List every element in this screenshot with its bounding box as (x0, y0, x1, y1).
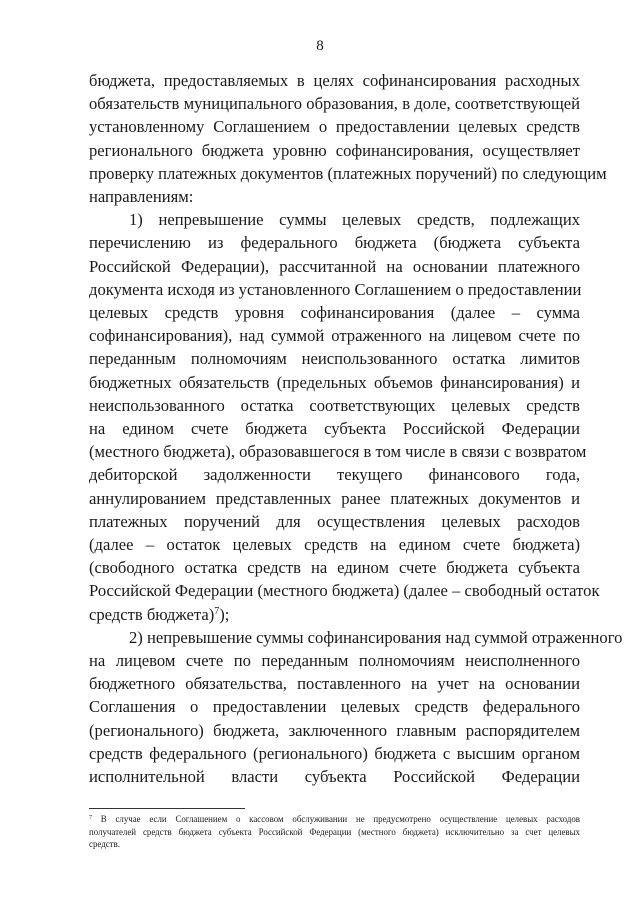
footnote-reference: 7 (214, 605, 220, 617)
page-number: 8 (316, 38, 324, 54)
text-line: средств федерального (регионального) бюджета с высшим органом (89, 743, 580, 763)
text-line: бюджета, предоставляемых в целях софинансирования расходных (89, 71, 580, 90)
footnote (89, 813, 580, 851)
text-line: перечислению из федерального бюджета (бюджета субъекта (89, 233, 580, 253)
text-line: неиспользованного остатка соответствующих целевых средств (89, 395, 580, 415)
text-line: платежных поручений для осуществления целевых расходов (89, 511, 580, 531)
text-line: бюджетных обязательств (предельных объемов финансирования) и (89, 372, 580, 392)
text-line: направлениям: (89, 187, 194, 207)
item-2-paragraph (89, 626, 623, 788)
text-line: аннулированием представленных ранее платежных документов и (89, 488, 580, 508)
text-line: 2) непревышение суммы софинансирования над суммой отраженного (129, 627, 623, 647)
text-line: Российской Федерации), рассчитанной на основании платежного (89, 256, 580, 276)
text-line: на едином счете бюджета субъекта Российской Федерации (89, 419, 580, 439)
intro-paragraph (89, 69, 607, 208)
text-line: целевых средств уровня софинансирования (далее – сумма (89, 303, 580, 323)
text-line: документа исходя из установленного Соглашением о предоставлении (89, 279, 582, 299)
text-line: переданным полномочиям неиспользованного остатка лимитов (89, 349, 580, 369)
text-line: обязательств муниципального образования, в доле, соответствующей (89, 94, 580, 114)
text-line: регионального бюджета уровню софинансирования, осуществляет (89, 140, 580, 160)
text-line: (местного бюджета), образовавшегося в том числе в связи с возвратом (89, 442, 587, 462)
footnote-marker: 7 (89, 815, 92, 821)
footnote-line (89, 813, 580, 826)
text-line: (регионального) бюджета, заключенного главным распорядителем (89, 720, 580, 740)
text-line: установленному Соглашением о предоставлении целевых средств (89, 117, 580, 137)
text-line: проверку платежных документов (платежных поручений) по следующим (89, 163, 607, 183)
text-line: (далее – остаток целевых средств на едином счете бюджета) (89, 535, 580, 555)
text-line-with-footnote (89, 603, 580, 626)
text-line: Соглашения о предоставлении целевых средств федерального (89, 697, 580, 717)
text-line: софинансирования), над суммой отраженного на лицевом счете по (89, 326, 580, 346)
footnote-line: средств. (89, 839, 120, 849)
text-line: Российской Федерации (местного бюджета) (далее – свободный остаток (89, 581, 600, 601)
text-line: на лицевом счете по переданным полномочиям неисполненного (89, 651, 580, 671)
footnote-text: В случае если Соглашением о кассовом обслуживании не предусмотрено осуществление целевых расходов (100, 814, 580, 824)
footnote-divider (89, 808, 245, 809)
text-line: дебиторской задолженности текущего финансового года, (89, 465, 580, 485)
text-line: исполнительной власти субъекта Российской Федерации (89, 767, 580, 787)
document-body (89, 69, 623, 788)
footnote-line: получателей средств бюджета субъекта Российской Федерации (местного бюджета) исключительно за счет целевых (89, 826, 580, 837)
text-line: (свободного остатка средств на едином счете бюджета субъекта (89, 558, 580, 578)
text-fragment: средств бюджета) (89, 604, 215, 624)
text-line: бюджетного обязательства, поставленного на учет на основании (89, 674, 580, 694)
text-line: 1) непревышение суммы целевых средств, подлежащих (129, 210, 580, 230)
text-fragment: ); (219, 604, 230, 624)
item-1-paragraph (89, 208, 600, 626)
